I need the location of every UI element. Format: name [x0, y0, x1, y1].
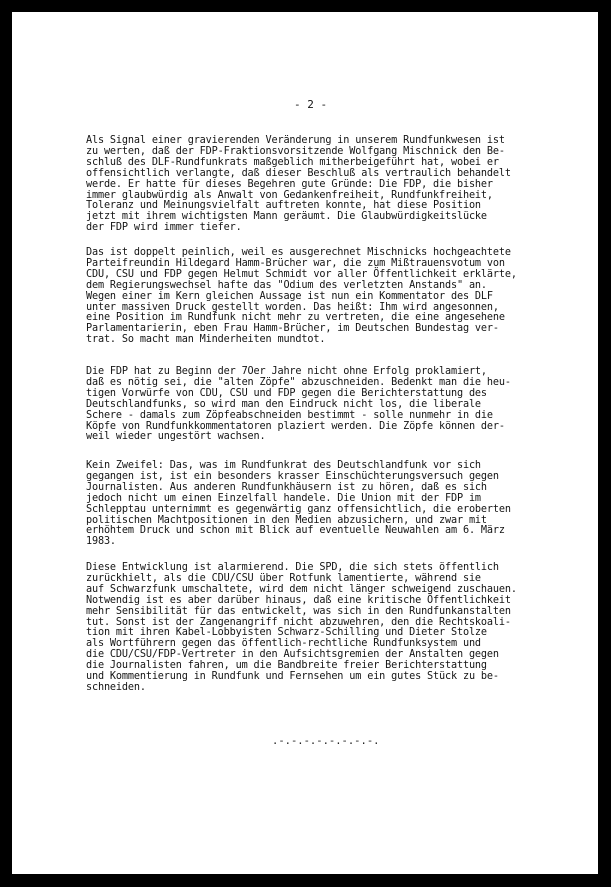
text-line: Köpfe von Rundfunkkommentatoren plaziert werden. Die Zöpfe können der- — [86, 420, 505, 432]
text-line: Kein Zweifel: Das, was im Rundfunkrat des Deutschlandfunk vor sich — [86, 460, 481, 471]
paragraph-1 — [86, 136, 570, 234]
text-line: dem Regierungswechsel hafte das "Odium des verletzten Anstands" an. — [86, 279, 487, 291]
text-line: tut. Sonst ist der Zangenangriff nicht abzuwehren, den die Rechtskoali- — [86, 616, 511, 628]
text-line: schneiden. — [86, 681, 146, 693]
text-line: jetzt mit ihrem wichtigsten Mann geräumt. Die Glaubwürdigkeitslücke — [86, 211, 487, 223]
text-line: unter massiven Druck gestellt worden. Das heißt: Ihm wird angesonnen, — [86, 301, 499, 313]
text-line: tion mit ihren Kabel-Lobbyisten Schwarz-Schilling und Dieter Stolze — [86, 627, 487, 639]
text-line: zu werten, daß der FDP-Fraktionsvorsitzende Wolfgang Mischnick den Be- — [86, 145, 505, 157]
text-line: politischen Machtpositionen in den Medien abzusichern, und zwar mit — [86, 514, 487, 526]
text-line: und Kommentierung in Rundfunk und Fernsehen um ein gutes Stück zu be- — [86, 671, 499, 683]
text-line: werde. Er hatte für dieses Begehren gute Gründe: Die FDP, die bisher — [86, 178, 493, 190]
text-line: die Journalisten fahren, um die Bandbreite freier Berichterstattung — [86, 660, 487, 672]
text-line: die CDU/CSU/FDP-Vertreter in den Aufsichtsgremien der Anstalten gegen — [86, 649, 499, 661]
text-line: Notwendig ist es aber darüber hinaus, daß eine kritische Öffentlichkeit — [86, 594, 511, 606]
text-line: schluß des DLF-Rundfunkrats maßgeblich mitherbeigeführt hat, wobei er — [86, 156, 499, 168]
text-line: daß es nötig sei, die "alten Zöpfe" abzuschneiden. Bedenkt man die heu- — [86, 376, 511, 388]
text-line: CDU, CSU und FDP gegen Helmut Schmidt vor aller Öffentlichkeit erklärte, — [86, 268, 517, 280]
page-number: - 2 - — [294, 98, 328, 111]
text-line: immer glaubwürdig als Anwalt von Gedankenfreiheit, Rundfunkfreiheit, — [86, 189, 493, 201]
paragraph-2 — [86, 248, 570, 346]
text-line: gegangen ist, ist ein besonders krasser Einschüchterungsversuch gegen — [86, 470, 499, 482]
end-mark: .-.-.-.-.-.-.-.-. — [272, 735, 380, 747]
text-line: Parlamentarierin, eben Frau Hamm-Brücher, im Deutschen Bundestag ver- — [86, 323, 499, 335]
text-line: Schere - damals zum Zöpfeabschneiden bestimmt - solle nunmehr in die — [86, 409, 493, 421]
text-line: Die FDP hat zu Beginn der 7Oer Jahre nicht ohne Erfolg proklamiert, — [86, 366, 487, 377]
text-line: erhöhtem Druck und schon mit Blick auf eventuelle Neuwahlen am 6. März — [86, 525, 505, 537]
text-line: mehr Sensibilität für das entwickelt, was sich in den Rundfunkanstalten — [86, 605, 511, 617]
text-line: Wegen einer im Kern gleichen Aussage ist nun ein Kommentator des DLF — [86, 290, 493, 302]
text-line: trat. So macht man Minderheiten mundtot. — [86, 334, 326, 346]
paragraph-5 — [86, 563, 570, 694]
document-page — [12, 12, 598, 874]
text-line: Toleranz und Meinungsvielfalt auftreten konnte, hat diese Position — [86, 200, 481, 212]
text-line: Journalisten. Aus anderen Rundfunkhäusern ist zu hören, daß es sich — [86, 481, 487, 493]
text-line: tigen Vorwürfe von CDU, CSU und FDP gegen die Berichterstattung des — [86, 387, 487, 399]
text-line: Parteifreundin Hildegard Hamm-Brücher war, die zum Mißtrauensvotum von — [86, 257, 505, 269]
text-line: offensichtlich verlangte, daß dieser Beschluß als vertraulich behandelt — [86, 167, 511, 179]
text-line: 1983. — [86, 536, 116, 548]
text-line: Das ist doppelt peinlich, weil es ausgerechnet Mischnicks hochgeachtete — [86, 247, 511, 258]
text-line: als Wortführern gegen das öffentlich-rechtliche Rundfunksystem und — [86, 638, 481, 650]
text-line: Als Signal einer gravierenden Veränderung in unserem Rundfunkwesen ist — [86, 135, 505, 146]
text-line: jedoch nicht um einen Einzelfall handele. Die Union mit der FDP im — [86, 492, 481, 504]
paragraph-4 — [86, 461, 570, 548]
text-line: zurückhielt, als die CDU/CSU über Rotfunk lamentierte, während sie — [86, 572, 481, 584]
text-line: der FDP wird immer tiefer. — [86, 222, 242, 234]
text-line: weil wieder ungestört wachsen. — [86, 431, 266, 443]
paragraph-3 — [86, 367, 570, 443]
text-line: eine Position im Rundfunk nicht mehr zu vertreten, die eine angesehene — [86, 312, 505, 324]
text-line: auf Schwarzfunk umschaltete, wird dem nicht länger schweigend zuschauen. — [86, 583, 517, 595]
text-line: Schlepptau unternimmt es gegenwärtig ganz offensichtlich, die eroberten — [86, 503, 511, 515]
text-line: Diese Entwicklung ist alarmierend. Die SPD, die sich stets öffentlich — [86, 562, 499, 573]
text-line: Deutschlandfunks, so wird man den Eindruck nicht los, die liberale — [86, 398, 481, 410]
